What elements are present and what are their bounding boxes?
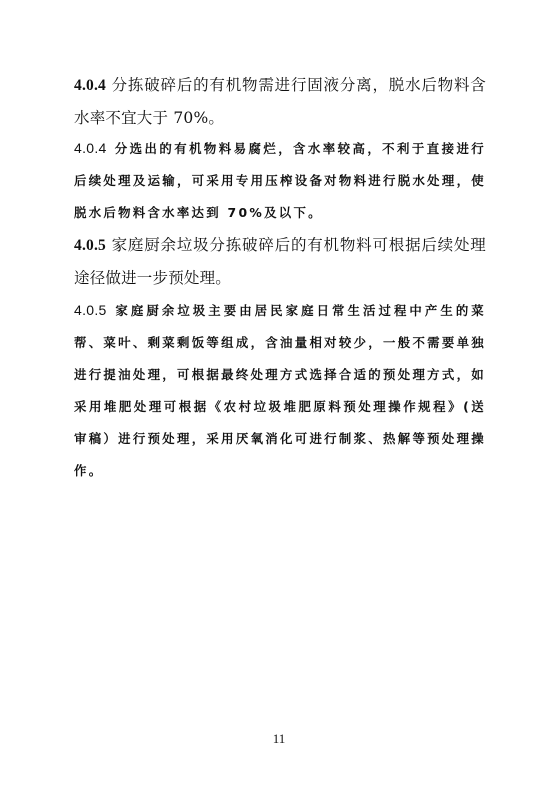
clause-4-0-4 <box>74 69 486 134</box>
explanation-text: 分选出的有机物料易腐烂，含水率较高，不利于直接进行后续处理及运输，可采用专用压榨设备对物料进行脱水处理，使脱水后物料含水率达到 70%及以下。 <box>74 141 486 220</box>
clause-number: 4.0.4 <box>74 77 106 94</box>
clause-text: 分拣破碎后的有机物需进行固液分离，脱水后物料含水率不宜大于 70%。 <box>74 76 486 127</box>
explanation-number: 4.0.5 <box>74 302 107 318</box>
page-number: 11 <box>272 731 286 746</box>
explanation-4-0-5 <box>74 294 486 487</box>
explanation-number: 4.0.4 <box>74 140 107 156</box>
clause-number: 4.0.5 <box>74 237 106 254</box>
clause-4-0-5 <box>74 229 486 294</box>
explanation-4-0-4 <box>74 132 486 229</box>
explanation-text: 家庭厨余垃圾主要由居民家庭日常生活过程中产生的菜帮、菜叶、剩菜剩饭等组成，含油量相对较少，一般不需要单独进行提油处理，可根据最终处理方式选择合适的预处理方式，如采用堆肥处理可根据《农村垃圾堆肥原料预处理操作规程》(送审稿）进行预处理，采用厌氧消化可进行制浆、热解等预处理操作。 <box>74 303 486 478</box>
clause-text: 家庭厨余垃圾分拣破碎后的有机物料可根据后续处理途径做进一步预处理。 <box>74 236 486 287</box>
